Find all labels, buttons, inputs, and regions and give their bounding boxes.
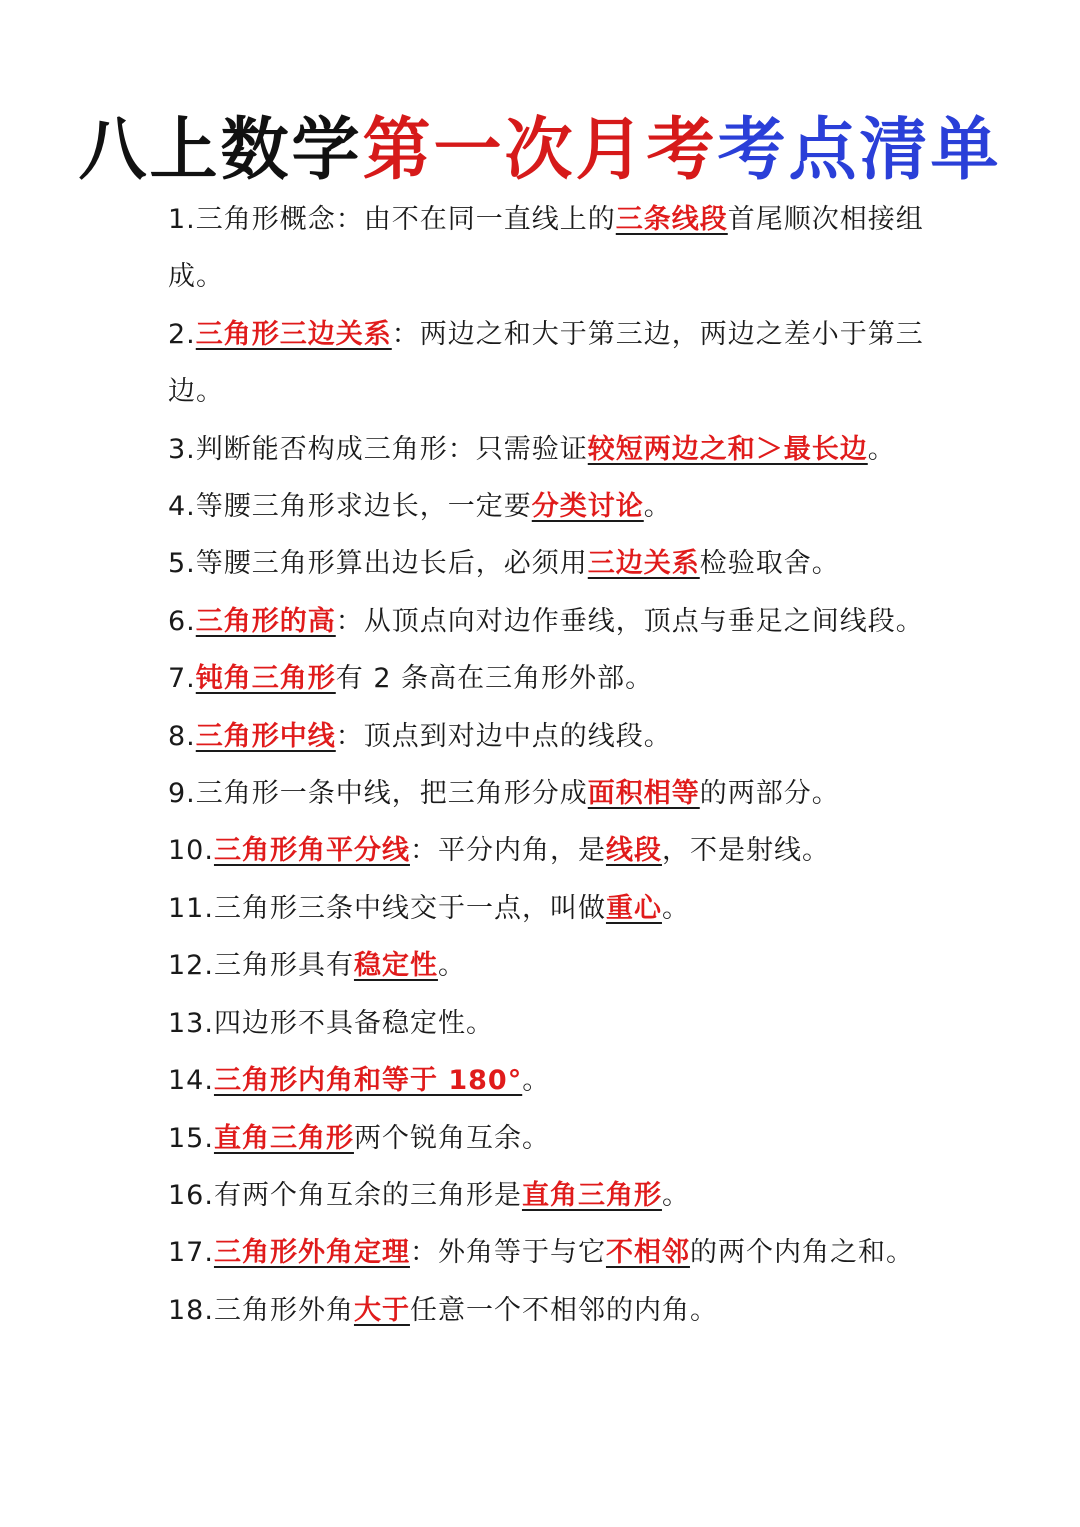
list-item [168, 708, 958, 765]
item-text: 17. [168, 1237, 214, 1269]
item-text: 。 [437, 950, 466, 982]
list-item [168, 1052, 958, 1109]
highlighted-term: 三角形中线 [195, 720, 336, 752]
list-item [168, 880, 958, 937]
title-part-subject: 八上数学 [78, 111, 363, 190]
list-item [168, 1110, 958, 1167]
highlighted-term: 面积相等 [587, 778, 700, 810]
highlighted-term: 三角形内角和等于 180° [213, 1065, 523, 1097]
item-text: 11.三角形三条中线交于一点，叫做 [168, 892, 606, 924]
item-text: 。 [661, 892, 690, 924]
page-title [0, 108, 1080, 194]
item-text: 7. [168, 663, 196, 695]
item-text: ：平分内角，是 [409, 835, 606, 867]
item-text: 。 [867, 433, 896, 465]
item-text: 6. [168, 605, 196, 637]
list-item [168, 421, 958, 478]
item-text: 15. [168, 1122, 214, 1154]
highlighted-term: 三条线段 [615, 204, 728, 235]
title-part-exam: 第一次月考 [362, 111, 718, 190]
highlighted-term: 较短两边之和＞最长边 [587, 433, 868, 465]
item-text: 14. [168, 1065, 214, 1097]
item-text: 13.四边形不具备稳定性。 [168, 1007, 494, 1039]
highlighted-term: 线段 [605, 835, 662, 867]
item-text: 检验取舍。 [699, 548, 840, 580]
highlighted-term: 三角形角平分线 [213, 835, 410, 867]
item-text: 。 [522, 1065, 551, 1097]
item-text: 12.三角形具有 [168, 950, 354, 982]
list-item [168, 822, 958, 879]
key-points-list [168, 191, 958, 1339]
highlighted-term: 不相邻 [605, 1237, 690, 1269]
highlighted-term: 三边关系 [587, 548, 700, 580]
item-text: 10. [168, 835, 214, 867]
item-text: 3.判断能否构成三角形：只需验证 [168, 433, 588, 465]
list-item [168, 306, 958, 421]
highlighted-term: 稳定性 [353, 950, 438, 982]
list-item [168, 191, 958, 306]
item-text: 的两部分。 [699, 778, 840, 810]
item-text: 2. [168, 318, 196, 350]
item-text: ：外角等于与它 [409, 1237, 606, 1269]
list-item [168, 937, 958, 994]
list-item [168, 995, 958, 1052]
item-text: ：从顶点向对边作垂线，顶点与垂足之间线段。 [335, 605, 924, 637]
highlighted-term: 三角形外角定理 [213, 1237, 410, 1269]
title-part-checklist: 考点清单 [717, 111, 1002, 190]
item-text: 9.三角形一条中线，把三角形分成 [168, 778, 588, 810]
item-text: 5.等腰三角形算出边长后，必须用 [168, 548, 588, 580]
highlighted-term: 三角形的高 [195, 605, 336, 637]
item-text: ：顶点到对边中点的线段。 [335, 720, 672, 752]
highlighted-term: 分类讨论 [531, 491, 644, 523]
item-text: ，不是射线。 [661, 835, 830, 867]
highlighted-term: 直角三角形 [521, 1179, 662, 1211]
item-text: 两个锐角互余。 [353, 1122, 550, 1154]
list-item [168, 535, 958, 592]
list-item [168, 650, 958, 707]
item-text: 16.有两个角互余的三角形是 [168, 1179, 522, 1211]
item-text: 。 [661, 1179, 690, 1211]
item-text: 18.三角形外角 [168, 1294, 354, 1326]
item-text: 有 2 条高在三角形外部。 [335, 663, 654, 695]
list-item [168, 1224, 958, 1281]
item-text: 1.三角形概念：由不在同一直线上的 [168, 204, 616, 235]
list-item [168, 765, 958, 822]
highlighted-term: 重心 [605, 892, 662, 924]
item-text: ：两边之和大于第三边，两边之差小于第三边。 [168, 318, 924, 408]
list-item [168, 1282, 958, 1339]
highlighted-term: 大于 [353, 1294, 410, 1326]
highlighted-term: 钝角三角形 [195, 663, 336, 695]
list-item [168, 593, 958, 650]
item-text: 任意一个不相邻的内角。 [409, 1294, 718, 1326]
item-text: 4.等腰三角形求边长，一定要 [168, 491, 532, 523]
item-text: 。 [643, 491, 672, 523]
item-text: 首尾顺次相接组成。 [168, 204, 924, 293]
list-item [168, 478, 958, 535]
highlighted-term: 三角形三边关系 [195, 318, 392, 350]
highlighted-term: 直角三角形 [213, 1122, 354, 1154]
item-text: 的两个内角之和。 [689, 1237, 914, 1269]
list-item [168, 1167, 958, 1224]
item-text: 8. [168, 720, 196, 752]
